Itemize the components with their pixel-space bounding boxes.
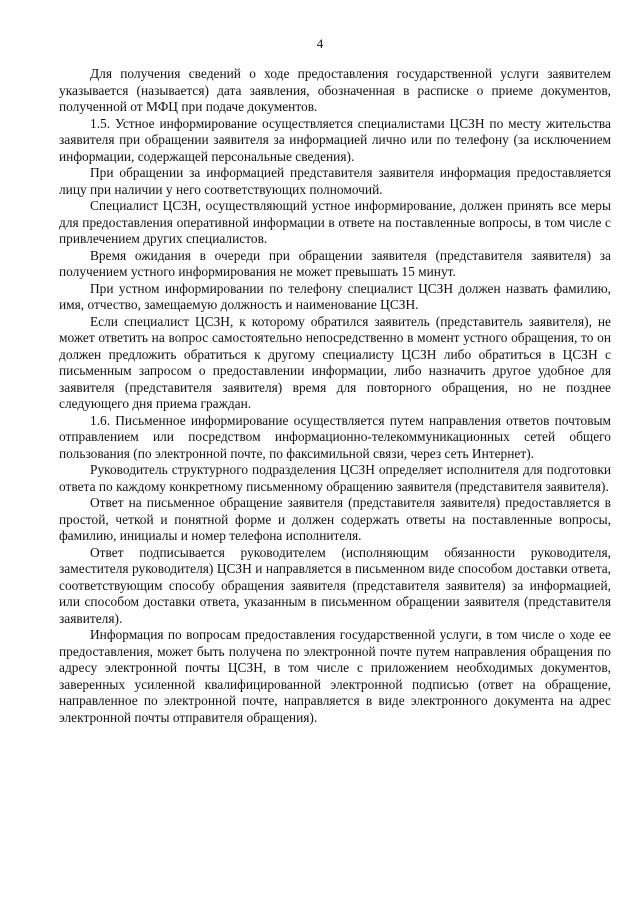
paragraph-representative: При обращении за информацией представителя заявителя информация предоставляется лицу при наличии у него соответствующих полномочий.: [59, 165, 611, 197]
paragraph-email-informing: Информация по вопросам предоставления государственной услуги, в том числе о ходе ее предоставления, может быть получена по электронной почте путем направления обращения по адресу электронной почты ЦСЗН, в том числе с приложением необходимых документов, заверенных усиленной квалифицированной электронной подписью (ответ на обращение, направленное по электронной почте, направляется в виде электронного документа на адрес электронной почты отправителя обращения).: [59, 627, 611, 725]
paragraph-status-request: Для получения сведений о ходе предоставления государственной услуги заявителем указывается (называется) дата заявления, обозначенная в расписке о приеме документов, полученной от МФЦ при подаче документов.: [59, 66, 611, 114]
paragraph-1-6-written-informing: 1.6. Письменное информирование осуществляется путем направления ответов почтовым отправлением или посредством информационно-телекоммуникационных сетей общего пользования (по электронной почте, по факсимильной связи, через сеть Интернет).: [59, 412, 611, 461]
paragraph-executor-assignment: Руководитель структурного подразделения ЦСЗН определяет исполнителя для подготовки ответа по каждому конкретному письменному обращению заявителя (представителя заявителя).: [59, 462, 611, 494]
paragraph-redirect: Если специалист ЦСЗН, к которому обратился заявитель (представитель заявителя), не может ответить на вопрос самостоятельно непосредственно в момент устного обращения, то он должен предложить обратиться к другому специалисту ЦСЗН либо обратиться в ЦСЗН с письменным запросом о предоставлении информации, либо назначить другое удобное для заявителя (представителя заявителя) время для повторного обращения, но не позднее следующего дня приема граждан.: [59, 313, 611, 411]
paragraph-answer-form: Ответ на письменное обращение заявителя (представителя заявителя) предоставляется в простой, четкой и понятной форме и должен содержать ответы на поставленные вопросы, фамилию, инициалы и номер телефона исполнителя.: [59, 495, 611, 543]
document-body: [59, 66, 611, 726]
paragraph-phone-informing: При устном информировании по телефону специалист ЦСЗН должен назвать фамилию, имя, отчество, замещаемую должность и наименование ЦСЗН.: [59, 280, 611, 312]
page-number: 4: [316, 36, 324, 51]
paragraph-answer-signing: Ответ подписывается руководителем (исполняющим обязанности руководителя, заместителя руководителя) ЦСЗН и направляется в письменном виде способом доставки ответа, соответствующим способу обращения заявителя (представителя заявителя) за информацией, или способом доставки ответа, указанным в письменном обращении заявителя (представителя заявителя).: [59, 544, 611, 626]
paragraph-waiting-time: Время ожидания в очереди при обращении заявителя (представителя заявителя) за получением устного информирования не может превышать 15 минут.: [59, 247, 611, 279]
paragraph-1-5-oral-informing: 1.5. Устное информирование осуществляется специалистами ЦСЗН по месту жительства заявителя при обращении заявителя за информацией лично или по телефону (за исключением информации, содержащей персональные сведения).: [59, 115, 611, 164]
paragraph-specialist-duties: Специалист ЦСЗН, осуществляющий устное информирование, должен принять все меры для предоставления оперативной информации в ответе на поставленные вопросы, в том числе с привлечением других специалистов.: [59, 198, 611, 246]
